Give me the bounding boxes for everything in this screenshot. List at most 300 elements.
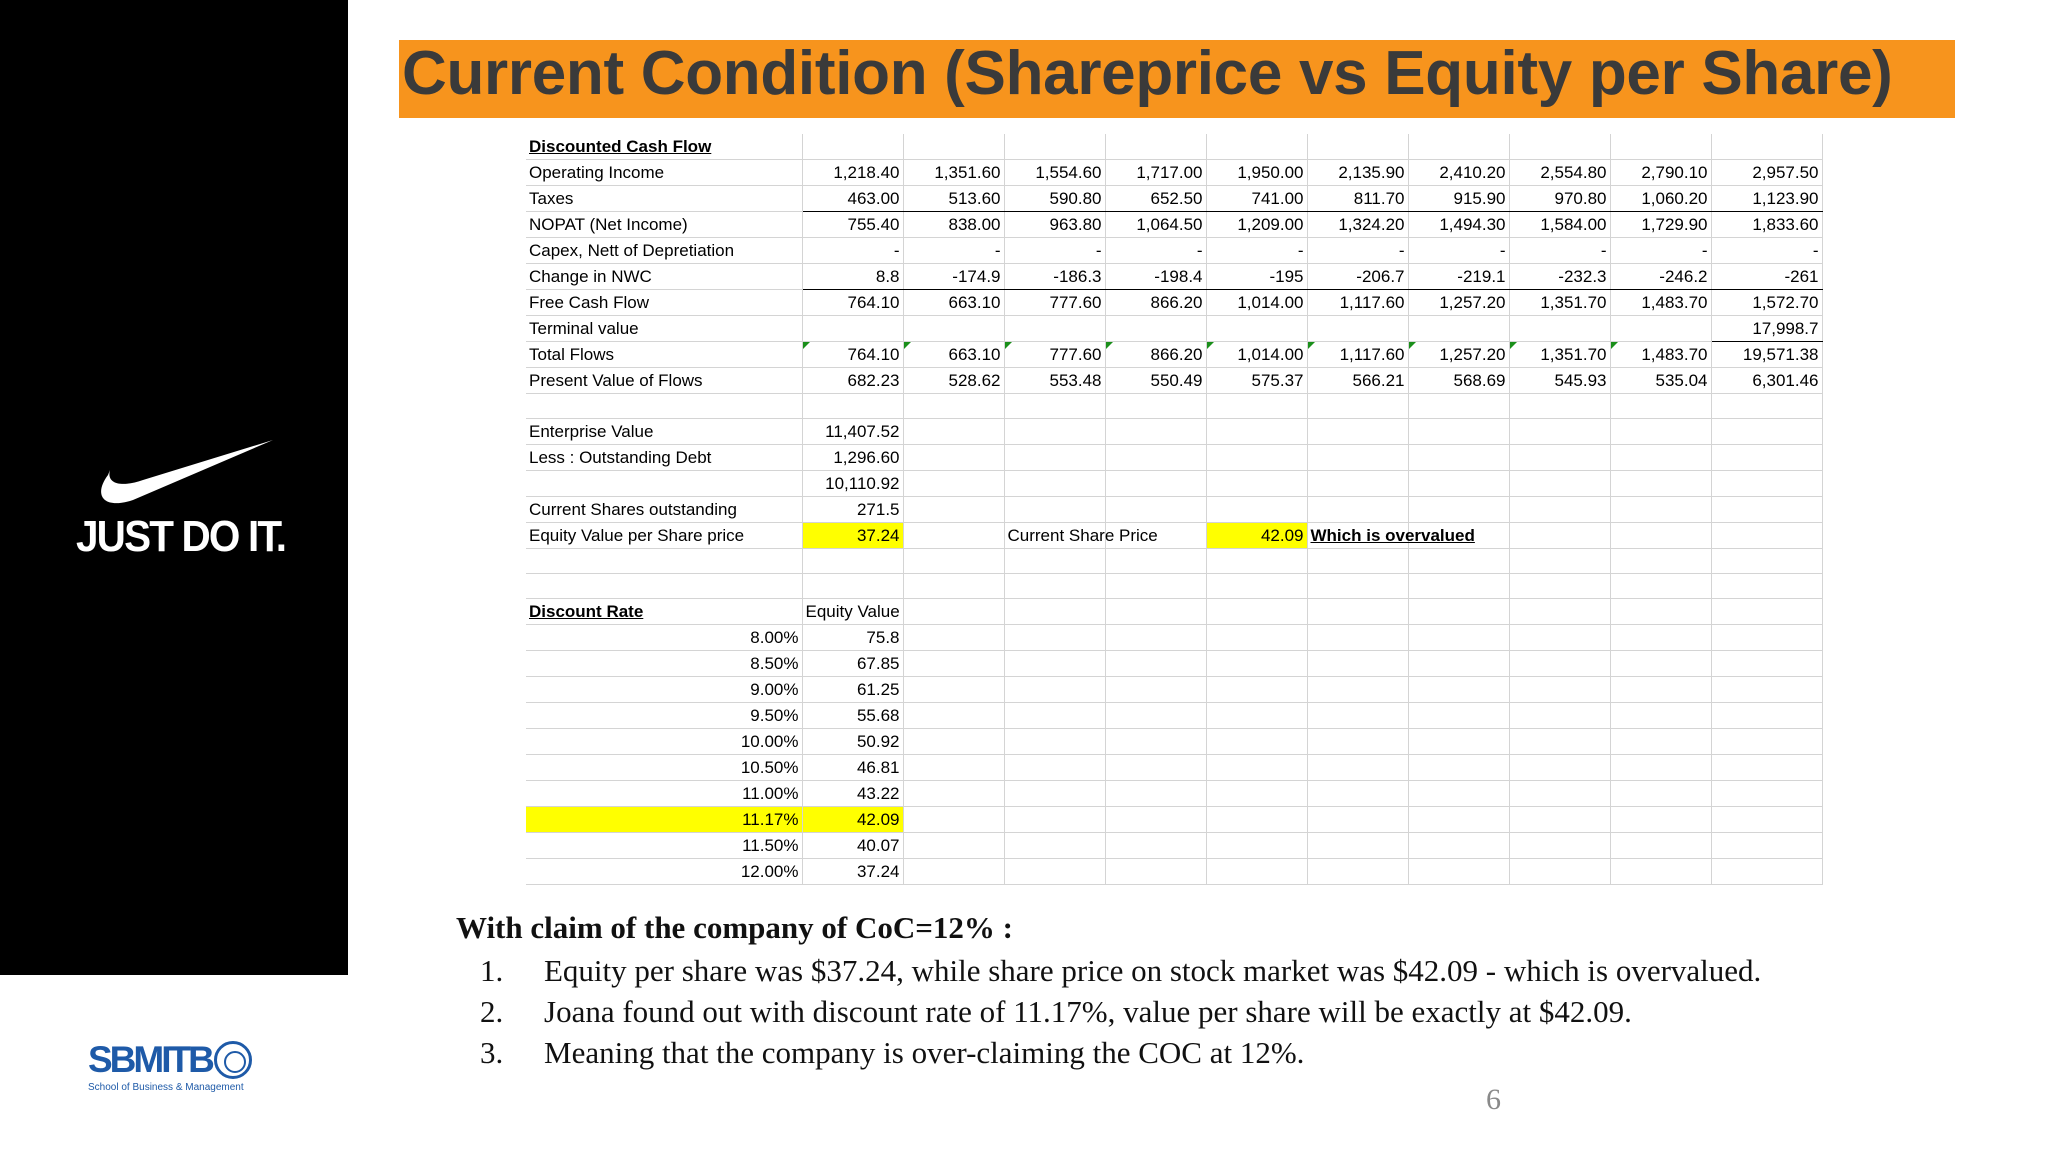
summary-point <box>456 991 1761 1032</box>
discount-rate: 12.00% <box>526 859 802 885</box>
value-cell: -232.3 <box>1509 264 1610 290</box>
cell <box>1105 755 1206 781</box>
value-cell: 566.21 <box>1307 368 1408 394</box>
cell <box>903 703 1004 729</box>
cell <box>1307 781 1408 807</box>
sensitivity-row <box>526 729 1822 755</box>
equity-value: 37.24 <box>802 859 903 885</box>
cell <box>1105 599 1206 625</box>
sensitivity-row <box>526 703 1822 729</box>
cell <box>1004 781 1105 807</box>
value-cell <box>1105 316 1206 342</box>
cell <box>1206 599 1307 625</box>
value-header: Equity Value <box>802 599 903 625</box>
cell <box>1206 755 1307 781</box>
cell <box>1307 419 1408 445</box>
cell <box>1509 625 1610 651</box>
value-cell: 2,410.20 <box>1408 160 1509 186</box>
discount-rate: 11.00% <box>526 781 802 807</box>
value-cell: 8.8 <box>802 264 903 290</box>
value-cell: - <box>1408 238 1509 264</box>
cell <box>1509 729 1610 755</box>
point-text: Equity per share was $37.24, while share price on stock market was $42.09 - which is overvalued. <box>544 953 1762 988</box>
point-number: 3. <box>480 1035 504 1070</box>
sensitivity-row <box>526 625 1822 651</box>
cell <box>1206 625 1307 651</box>
equity-value: 43.22 <box>802 781 903 807</box>
cell <box>1610 471 1711 497</box>
table-row <box>526 523 1822 549</box>
cell <box>1711 859 1822 885</box>
cell <box>1610 859 1711 885</box>
table-row <box>526 186 1822 212</box>
cell <box>1206 445 1307 471</box>
cell <box>1711 807 1822 833</box>
cell <box>1004 755 1105 781</box>
value-cell: - <box>1509 238 1610 264</box>
cell <box>802 394 903 419</box>
swoosh-logo-icon <box>88 415 273 505</box>
cell <box>1307 807 1408 833</box>
value-cell: 6,301.46 <box>1711 368 1822 394</box>
cell <box>1711 445 1822 471</box>
value-cell: -206.7 <box>1307 264 1408 290</box>
cell <box>1509 549 1610 574</box>
value-cell: 1,584.00 <box>1509 212 1610 238</box>
value-cell: - <box>1307 238 1408 264</box>
value-cell: 1,351.70 <box>1509 342 1610 368</box>
cell <box>1004 859 1105 885</box>
value-cell: -219.1 <box>1408 264 1509 290</box>
value-cell: 755.40 <box>802 212 903 238</box>
dcf-header: Discounted Cash Flow <box>526 134 802 160</box>
cell <box>903 677 1004 703</box>
cell <box>1004 625 1105 651</box>
cell <box>1004 419 1105 445</box>
share-price: 42.09 <box>1206 523 1307 549</box>
cell <box>1307 574 1408 599</box>
equity-value: 50.92 <box>802 729 903 755</box>
discount-rate: 10.00% <box>526 729 802 755</box>
equity-total: 10,110.92 <box>802 471 903 497</box>
cell <box>1105 625 1206 651</box>
cell <box>1105 781 1206 807</box>
row-label: Current Shares outstanding <box>526 497 802 523</box>
cell <box>1105 703 1206 729</box>
sensitivity-row <box>526 781 1822 807</box>
discount-rate: 11.50% <box>526 833 802 859</box>
cell <box>1206 703 1307 729</box>
cell <box>1004 549 1105 574</box>
cell <box>526 471 802 497</box>
cell <box>1307 703 1408 729</box>
spreadsheet <box>526 134 1822 888</box>
cell <box>1711 134 1822 160</box>
value-cell: 963.80 <box>1004 212 1105 238</box>
value-cell: 1,483.70 <box>1610 342 1711 368</box>
row-label: Taxes <box>526 186 802 212</box>
cell <box>1509 651 1610 677</box>
value-cell: 866.20 <box>1105 342 1206 368</box>
cell <box>1711 599 1822 625</box>
cell <box>1307 497 1408 523</box>
dcf-table <box>526 134 1823 885</box>
cell <box>903 445 1004 471</box>
cell <box>1509 445 1610 471</box>
row-label: Present Value of Flows <box>526 368 802 394</box>
table-row <box>526 264 1822 290</box>
cell <box>1105 574 1206 599</box>
sbm-itb-logo <box>88 1040 252 1093</box>
value-cell: 19,571.38 <box>1711 342 1822 368</box>
value-cell: - <box>1711 238 1822 264</box>
value-cell: 550.49 <box>1105 368 1206 394</box>
cell <box>1206 833 1307 859</box>
cell <box>1711 781 1822 807</box>
cell <box>1307 625 1408 651</box>
cell <box>1509 497 1610 523</box>
blank-row <box>526 394 1822 419</box>
summary-point <box>456 1032 1761 1073</box>
cell <box>1004 677 1105 703</box>
cell <box>1711 729 1822 755</box>
point-text: Joana found out with discount rate of 11.17%, value per share will be exactly at $42.09. <box>544 994 1632 1029</box>
value-cell: 513.60 <box>903 186 1004 212</box>
cell <box>1408 703 1509 729</box>
cell <box>903 755 1004 781</box>
value-cell: 1,717.00 <box>1105 160 1206 186</box>
cell <box>802 574 903 599</box>
cell <box>1711 471 1822 497</box>
point-number: 1. <box>480 953 504 988</box>
value-cell: 838.00 <box>903 212 1004 238</box>
cell <box>1711 755 1822 781</box>
value-cell: 1,351.70 <box>1509 290 1610 316</box>
cell <box>1206 729 1307 755</box>
cell <box>903 394 1004 419</box>
cell <box>903 807 1004 833</box>
cell <box>1004 497 1105 523</box>
page-number: 6 <box>1486 1083 1501 1116</box>
value-cell: 568.69 <box>1408 368 1509 394</box>
value-cell: 915.90 <box>1408 186 1509 212</box>
value-cell: - <box>1206 238 1307 264</box>
cell <box>1610 755 1711 781</box>
value-cell: 764.10 <box>802 342 903 368</box>
header-row <box>526 599 1822 625</box>
value-cell <box>903 316 1004 342</box>
value-cell: 811.70 <box>1307 186 1408 212</box>
table-row <box>526 368 1822 394</box>
cell <box>1105 394 1206 419</box>
point-number: 2. <box>480 994 504 1029</box>
cell <box>1509 677 1610 703</box>
discount-rate: 9.00% <box>526 677 802 703</box>
verdict: Which is overvalued <box>1307 523 1408 549</box>
cell <box>1004 703 1105 729</box>
cell <box>526 549 802 574</box>
cell <box>1004 134 1105 160</box>
cell <box>1610 523 1711 549</box>
table-row <box>526 316 1822 342</box>
cell <box>1610 574 1711 599</box>
cell <box>802 549 903 574</box>
row-label: Less : Outstanding Debt <box>526 445 802 471</box>
cell <box>1711 833 1822 859</box>
cell <box>1509 471 1610 497</box>
cell <box>1711 625 1822 651</box>
cell <box>903 523 1004 549</box>
cell <box>903 574 1004 599</box>
cell <box>1105 445 1206 471</box>
cell <box>1004 729 1105 755</box>
slogan: JUST DO IT. <box>76 512 286 561</box>
cell <box>903 729 1004 755</box>
cell <box>1004 651 1105 677</box>
cell <box>1004 574 1105 599</box>
point-text: Meaning that the company is over-claiming the COC at 12%. <box>544 1035 1305 1070</box>
cell <box>903 625 1004 651</box>
sensitivity-row <box>526 651 1822 677</box>
rate-header: Discount Rate <box>526 599 802 625</box>
row-label: Capex, Nett of Depretiation <box>526 238 802 264</box>
value-cell: 1,014.00 <box>1206 290 1307 316</box>
cell <box>1408 833 1509 859</box>
cell <box>1408 419 1509 445</box>
value-cell: 17,998.7 <box>1711 316 1822 342</box>
value-cell: - <box>1610 238 1711 264</box>
equity-value: 61.25 <box>802 677 903 703</box>
equity-per-share: 37.24 <box>802 523 903 549</box>
cell <box>1105 833 1206 859</box>
cell <box>1711 394 1822 419</box>
cell <box>1711 651 1822 677</box>
value-cell: - <box>802 238 903 264</box>
equity-value: 67.85 <box>802 651 903 677</box>
cell <box>1408 599 1509 625</box>
cell <box>1307 134 1408 160</box>
cell <box>1711 497 1822 523</box>
cell <box>1004 833 1105 859</box>
cell <box>1610 599 1711 625</box>
cell <box>1307 599 1408 625</box>
cell <box>1610 419 1711 445</box>
cell <box>903 833 1004 859</box>
cell <box>1711 574 1822 599</box>
row-label: Equity Value per Share price <box>526 523 802 549</box>
value-cell: 463.00 <box>802 186 903 212</box>
cell <box>903 549 1004 574</box>
blank-row <box>526 574 1822 599</box>
value-cell: 1,218.40 <box>802 160 903 186</box>
cell <box>903 134 1004 160</box>
value-cell: 553.48 <box>1004 368 1105 394</box>
value-cell: 535.04 <box>1610 368 1711 394</box>
cell <box>903 419 1004 445</box>
equity-value: 42.09 <box>802 807 903 833</box>
row-label: Operating Income <box>526 160 802 186</box>
cell <box>1105 549 1206 574</box>
value-cell: - <box>1004 238 1105 264</box>
summary-point <box>456 950 1761 991</box>
table-row <box>526 471 1822 497</box>
value-cell: -198.4 <box>1105 264 1206 290</box>
cell <box>1711 419 1822 445</box>
cell <box>1408 134 1509 160</box>
table-row <box>526 212 1822 238</box>
row-label: Terminal value <box>526 316 802 342</box>
cell <box>1408 394 1509 419</box>
value-cell <box>1307 316 1408 342</box>
cell <box>1509 833 1610 859</box>
value-cell <box>1408 316 1509 342</box>
cell <box>903 599 1004 625</box>
cell <box>1509 755 1610 781</box>
value-cell: 1,494.30 <box>1408 212 1509 238</box>
cell <box>1610 625 1711 651</box>
cell <box>1307 677 1408 703</box>
cell <box>1408 574 1509 599</box>
header-row <box>526 134 1822 160</box>
value-cell: -174.9 <box>903 264 1004 290</box>
cell <box>1610 394 1711 419</box>
value-cell <box>1206 316 1307 342</box>
sensitivity-row <box>526 859 1822 885</box>
cell <box>1408 755 1509 781</box>
value-cell: 1,064.50 <box>1105 212 1206 238</box>
cell <box>1509 599 1610 625</box>
cell <box>1509 523 1610 549</box>
cell <box>1408 549 1509 574</box>
enterprise-value: 11,407.52 <box>802 419 903 445</box>
cell <box>1105 419 1206 445</box>
cell <box>1711 523 1822 549</box>
value-cell: -261 <box>1711 264 1822 290</box>
discount-rate: 10.50% <box>526 755 802 781</box>
cell <box>1408 859 1509 885</box>
cell <box>1711 549 1822 574</box>
cell <box>1610 134 1711 160</box>
value-cell: 1,014.00 <box>1206 342 1307 368</box>
cell <box>1105 497 1206 523</box>
cell <box>1509 394 1610 419</box>
cell <box>1004 445 1105 471</box>
cell <box>1509 859 1610 885</box>
row-label: Free Cash Flow <box>526 290 802 316</box>
cell <box>903 471 1004 497</box>
cell <box>1105 859 1206 885</box>
cell <box>1610 781 1711 807</box>
cell <box>1408 729 1509 755</box>
blank-row <box>526 549 1822 574</box>
cell <box>1206 807 1307 833</box>
cell <box>1105 651 1206 677</box>
value-cell: 2,135.90 <box>1307 160 1408 186</box>
share-price-label: Current Share Price <box>1004 523 1105 549</box>
cell <box>1610 651 1711 677</box>
cell <box>1408 497 1509 523</box>
cell <box>1206 859 1307 885</box>
cell <box>1004 807 1105 833</box>
cell <box>903 651 1004 677</box>
cell <box>903 497 1004 523</box>
value-cell: 1,324.20 <box>1307 212 1408 238</box>
value-cell: 1,060.20 <box>1610 186 1711 212</box>
cell <box>1004 599 1105 625</box>
cell <box>1610 833 1711 859</box>
value-cell: 1,729.90 <box>1610 212 1711 238</box>
cell <box>526 394 802 419</box>
cell <box>1408 807 1509 833</box>
cell <box>1408 625 1509 651</box>
table-row <box>526 419 1822 445</box>
cell <box>1206 781 1307 807</box>
cell <box>1307 729 1408 755</box>
sensitivity-row <box>526 807 1822 833</box>
outstanding-debt: 1,296.60 <box>802 445 903 471</box>
cell <box>1206 677 1307 703</box>
value-cell: 741.00 <box>1206 186 1307 212</box>
value-cell: 764.10 <box>802 290 903 316</box>
cell <box>1105 729 1206 755</box>
cell <box>1408 781 1509 807</box>
value-cell: 575.37 <box>1206 368 1307 394</box>
value-cell: - <box>903 238 1004 264</box>
summary-block <box>456 910 1761 1073</box>
value-cell: 2,554.80 <box>1509 160 1610 186</box>
cell <box>1206 471 1307 497</box>
cell <box>1004 471 1105 497</box>
value-cell <box>1610 316 1711 342</box>
value-cell <box>802 316 903 342</box>
value-cell: 528.62 <box>903 368 1004 394</box>
value-cell: 682.23 <box>802 368 903 394</box>
value-cell: 1,554.60 <box>1004 160 1105 186</box>
discount-rate: 9.50% <box>526 703 802 729</box>
cell <box>1408 651 1509 677</box>
value-cell: 663.10 <box>903 290 1004 316</box>
table-row <box>526 497 1822 523</box>
cell <box>1408 471 1509 497</box>
cell <box>1206 419 1307 445</box>
value-cell: 1,572.70 <box>1711 290 1822 316</box>
cell <box>1610 445 1711 471</box>
cell <box>1307 394 1408 419</box>
cell <box>1206 549 1307 574</box>
cell <box>1610 497 1711 523</box>
value-cell: 1,351.60 <box>903 160 1004 186</box>
equity-value: 40.07 <box>802 833 903 859</box>
value-cell: 545.93 <box>1509 368 1610 394</box>
cell <box>1610 729 1711 755</box>
cell <box>1206 394 1307 419</box>
value-cell: 1,117.60 <box>1307 290 1408 316</box>
cell <box>1307 833 1408 859</box>
cell <box>1307 755 1408 781</box>
cell <box>1307 445 1408 471</box>
table-row <box>526 445 1822 471</box>
value-cell: 1,209.00 <box>1206 212 1307 238</box>
value-cell: 1,257.20 <box>1408 290 1509 316</box>
cell <box>1307 471 1408 497</box>
summary-claim: With claim of the company of CoC=12% : <box>456 910 1013 945</box>
cell <box>802 134 903 160</box>
seal-icon <box>214 1041 252 1079</box>
cell <box>1509 574 1610 599</box>
value-cell: - <box>1105 238 1206 264</box>
cell <box>1105 677 1206 703</box>
sensitivity-row <box>526 833 1822 859</box>
